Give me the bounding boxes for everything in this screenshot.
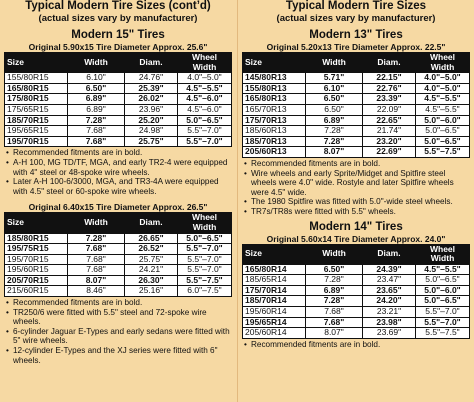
- width-cell: 7.68": [306, 317, 363, 328]
- diameter-cell: 22.69": [363, 147, 416, 158]
- size-cell: 205/70R15: [5, 275, 68, 286]
- wheel-width-cell: 5.5"–7.5": [416, 147, 470, 158]
- table-row: [5, 104, 232, 115]
- page-subtitle-right: (actual sizes vary by manufacturer): [276, 13, 436, 24]
- width-cell: 7.28": [306, 126, 363, 137]
- table-header-row: [243, 244, 470, 264]
- width-cell: 6.89": [306, 285, 363, 296]
- width-cell: 6.50": [306, 264, 363, 275]
- table-row: [243, 285, 470, 296]
- diameter-cell: 23.65": [363, 285, 416, 296]
- diameter-cell: 23.39": [363, 94, 416, 105]
- page-title-left: Typical Modern Tire Sizes (cont’d): [25, 0, 211, 12]
- table-row: [243, 104, 470, 115]
- size-cell: 195/60R15: [5, 265, 68, 276]
- diameter-cell: 21.74": [363, 126, 416, 137]
- size-cell: 175/70R13: [243, 115, 306, 126]
- diameter-cell: 25.39": [125, 83, 178, 94]
- size-cell: 185/60R13: [243, 126, 306, 137]
- column-header: Width: [68, 213, 125, 233]
- table-row: [243, 296, 470, 307]
- column-divider: [237, 0, 238, 402]
- wheel-width-cell: 6.0"–7.5": [178, 286, 232, 297]
- wheel-width-cell: 4.5"–5.5": [416, 94, 470, 105]
- diameter-cell: 24.76": [125, 73, 178, 84]
- notes-list: [6, 298, 234, 365]
- wheel-width-cell: 5.0"–6.0": [416, 115, 470, 126]
- original-tire-note: Original 5.60x14 Tire Diameter Approx. 24.0": [266, 233, 446, 244]
- table-row: [5, 94, 232, 105]
- section-title-15-inch: Modern 15" Tires: [71, 29, 165, 41]
- column-header: Size: [243, 244, 306, 264]
- wheel-width-cell: 5.5"–7.0": [178, 126, 232, 137]
- table-row: [243, 264, 470, 275]
- section-title-14-inch: Modern 14" Tires: [309, 220, 403, 233]
- wheel-width-cell: 4.0"–5.0": [416, 73, 470, 84]
- diameter-cell: 23.20": [363, 136, 416, 147]
- diameter-cell: 25.75": [125, 254, 178, 265]
- wheel-width-cell: 5.0"–6.0": [416, 285, 470, 296]
- size-cell: 195/75R15: [5, 244, 68, 255]
- wheel-width-cell: 5.0"–6.5": [416, 126, 470, 137]
- wheel-width-cell: 5.5"–7.0": [178, 254, 232, 265]
- column-header: Width: [68, 53, 125, 73]
- table-row: [243, 307, 470, 318]
- wheel-width-cell: 5.5"–7.0": [416, 317, 470, 328]
- table-row: [5, 73, 232, 84]
- diameter-cell: 24.39": [363, 264, 416, 275]
- notes-list: [244, 159, 472, 217]
- width-cell: 7.28": [306, 296, 363, 307]
- width-cell: 6.89": [68, 94, 125, 105]
- notes-list: [244, 340, 472, 350]
- wheel-width-cell: 5.0"–6.5": [178, 233, 232, 244]
- table-row: [243, 73, 470, 84]
- width-cell: 7.68": [306, 307, 363, 318]
- size-cell: 175/65R15: [5, 104, 68, 115]
- note-item: • 12-cylinder E-Types and the XJ series were fitted with 6" wheels.: [6, 346, 234, 365]
- wheel-width-cell: 4.0"–5.0": [416, 83, 470, 94]
- size-cell: 195/65R15: [5, 126, 68, 137]
- note-item: • Recommended fitments are in bold.: [6, 298, 234, 308]
- wheel-width-cell: 4.5"–5.5": [416, 104, 470, 115]
- size-cell: 215/60R15: [5, 286, 68, 297]
- size-cell: 185/70R15: [5, 115, 68, 126]
- size-cell: 205/60R13: [243, 147, 306, 158]
- wheel-width-cell: 5.5"–7.0": [178, 244, 232, 255]
- table-row: [243, 83, 470, 94]
- diameter-cell: 24.98": [125, 126, 178, 137]
- size-cell: 185/65R14: [243, 275, 306, 286]
- column-header: Wheel Width: [416, 53, 470, 73]
- table-row: [5, 233, 232, 244]
- wheel-width-cell: 4.5"–5.5": [178, 83, 232, 94]
- original-tire-note: Original 5.20x13 Tire Diameter Approx. 22.5": [266, 42, 446, 52]
- diameter-cell: 23.96": [125, 104, 178, 115]
- wheel-width-cell: 5.5"–7.0": [416, 307, 470, 318]
- width-cell: 7.28": [68, 233, 125, 244]
- diameter-cell: 22.65": [363, 115, 416, 126]
- page-subtitle-left: (actual sizes vary by manufacturer): [38, 13, 198, 24]
- diameter-cell: 24.20": [363, 296, 416, 307]
- tire-table: [4, 52, 232, 147]
- table-row: [5, 126, 232, 137]
- table-header-row: [5, 213, 232, 233]
- width-cell: 8.07": [68, 275, 125, 286]
- table-row: [5, 254, 232, 265]
- size-cell: 165/80R13: [243, 94, 306, 105]
- table-row: [243, 328, 470, 339]
- column-header: Wheel Width: [416, 244, 470, 264]
- size-cell: 195/70R15: [5, 254, 68, 265]
- note-item: • Recommended fitments are in bold.: [244, 159, 472, 169]
- size-cell: 165/80R14: [243, 264, 306, 275]
- table-row: [243, 94, 470, 105]
- wheel-width-cell: 5.0"–6.5": [416, 296, 470, 307]
- width-cell: 6.50": [306, 104, 363, 115]
- column-header: Wheel Width: [178, 53, 232, 73]
- note-item: • Wire wheels and early Sprite/Midget and Spitfire steel wheels were 4.0" wide. Rostyle and later Spitfire wheels were 4.5" wide.: [244, 169, 472, 198]
- column-header: Size: [243, 53, 306, 73]
- width-cell: 6.89": [68, 104, 125, 115]
- notes-list: [6, 148, 234, 196]
- size-cell: 175/70R14: [243, 285, 306, 296]
- column-header: Diam.: [125, 53, 178, 73]
- width-cell: 6.89": [306, 115, 363, 126]
- size-cell: 205/60R14: [243, 328, 306, 339]
- size-cell: 195/60R14: [243, 307, 306, 318]
- diameter-cell: 23.21": [363, 307, 416, 318]
- diameter-cell: 23.98": [363, 317, 416, 328]
- width-cell: 8.07": [306, 328, 363, 339]
- column-header: Diam.: [363, 244, 416, 264]
- diameter-cell: 23.47": [363, 275, 416, 286]
- diameter-cell: 22.15": [363, 73, 416, 84]
- wheel-width-cell: 5.5"–7.0": [178, 136, 232, 147]
- width-cell: 7.68": [68, 126, 125, 137]
- width-cell: 7.28": [306, 136, 363, 147]
- width-cell: 6.10": [68, 73, 125, 84]
- table-row: [5, 115, 232, 126]
- diameter-cell: 22.09": [363, 104, 416, 115]
- size-cell: 145/80R13: [243, 73, 306, 84]
- width-cell: 6.50": [306, 94, 363, 105]
- tire-table: [242, 52, 470, 158]
- column-header: Size: [5, 213, 68, 233]
- table-row: [5, 275, 232, 286]
- width-cell: 7.68": [68, 265, 125, 276]
- column-header: Wheel Width: [178, 213, 232, 233]
- wheel-width-cell: 4.5"–6.0": [178, 94, 232, 105]
- tire-table: [242, 244, 470, 339]
- diameter-cell: 24.21": [125, 265, 178, 276]
- wheel-width-cell: 5.0"–6.5": [178, 115, 232, 126]
- note-item: • TR7s/TR8s were fitted with 5.5" wheels.: [244, 207, 472, 217]
- width-cell: 8.46": [68, 286, 125, 297]
- note-item: • A-H 100, MG TD/TF, MGA, and early TR2-4 were equipped with 4" steel or 48-spoke wire wheels.: [6, 158, 234, 177]
- note-item: • Later A-H 100-6/3000, MGA, and TR3-4A were equipped with 4.5" steel or 60-spoke wire wheels.: [6, 177, 234, 196]
- size-cell: 185/80R15: [5, 233, 68, 244]
- size-cell: 155/80R13: [243, 83, 306, 94]
- original-tire-note: Original 6.40x15 Tire Diameter Approx. 26.5": [28, 202, 208, 213]
- column-header: Diam.: [125, 213, 178, 233]
- width-cell: 6.10": [306, 83, 363, 94]
- width-cell: 7.68": [68, 244, 125, 255]
- note-item: • Recommended fitments are in bold.: [244, 340, 472, 350]
- note-item: • 6-cylinder Jaguar E-Types and early sedans were fitted with 5" wire wheels.: [6, 327, 234, 346]
- section-title-13-inch: Modern 13" Tires: [309, 29, 403, 41]
- width-cell: 6.50": [68, 83, 125, 94]
- size-cell: 185/70R13: [243, 136, 306, 147]
- diameter-cell: 26.65": [125, 233, 178, 244]
- diameter-cell: 25.75": [125, 136, 178, 147]
- width-cell: 7.28": [306, 275, 363, 286]
- table-row: [5, 244, 232, 255]
- width-cell: 7.28": [68, 115, 125, 126]
- table-header-row: [5, 53, 232, 73]
- column-header: Diam.: [363, 53, 416, 73]
- size-cell: 165/80R15: [5, 83, 68, 94]
- wheel-width-cell: 5.5"–7.5": [416, 328, 470, 339]
- size-cell: 195/65R14: [243, 317, 306, 328]
- note-item: • TR250/6 were fitted with 5.5" steel and 72-spoke wire wheels.: [6, 308, 234, 327]
- table-row: [5, 83, 232, 94]
- left-column: [2, 0, 234, 402]
- wheel-width-cell: 5.0"–6.5": [416, 275, 470, 286]
- table-row: [243, 126, 470, 137]
- tire-table: [4, 212, 232, 297]
- table-row: [243, 136, 470, 147]
- table-row: [243, 115, 470, 126]
- table-row: [243, 147, 470, 158]
- wheel-width-cell: 4.0"–5.0": [178, 73, 232, 84]
- right-column: [240, 0, 472, 402]
- diameter-cell: 22.76": [363, 83, 416, 94]
- size-cell: 155/80R15: [5, 73, 68, 84]
- table-row: [5, 286, 232, 297]
- diameter-cell: 25.20": [125, 115, 178, 126]
- diameter-cell: 26.30": [125, 275, 178, 286]
- table-row: [5, 136, 232, 147]
- width-cell: 7.68": [68, 136, 125, 147]
- wheel-width-cell: 5.5"–7.5": [178, 275, 232, 286]
- width-cell: 7.68": [68, 254, 125, 265]
- size-cell: 175/80R15: [5, 94, 68, 105]
- wheel-width-cell: 4.5"–5.5": [416, 264, 470, 275]
- column-header: Width: [306, 244, 363, 264]
- wheel-width-cell: 4.5"–6.0": [178, 104, 232, 115]
- diameter-cell: 25.16": [125, 286, 178, 297]
- note-item: • The 1980 Spitfire was fitted with 5.0"-wide steel wheels.: [244, 197, 472, 207]
- table-row: [5, 265, 232, 276]
- column-header: Width: [306, 53, 363, 73]
- size-cell: 195/70R15: [5, 136, 68, 147]
- original-tire-note: Original 5.90x15 Tire Diameter Approx. 25.6": [28, 42, 208, 52]
- width-cell: 8.07": [306, 147, 363, 158]
- width-cell: 5.71": [306, 73, 363, 84]
- column-header: Size: [5, 53, 68, 73]
- size-cell: 165/70R13: [243, 104, 306, 115]
- note-item: • Recommended fitments are in bold.: [6, 148, 234, 158]
- wheel-width-cell: 5.0"–6.5": [416, 136, 470, 147]
- diameter-cell: 26.02": [125, 94, 178, 105]
- page-title-right: Typical Modern Tire Sizes: [285, 0, 427, 12]
- table-row: [243, 275, 470, 286]
- size-cell: 185/70R14: [243, 296, 306, 307]
- diameter-cell: 26.52": [125, 244, 178, 255]
- table-header-row: [243, 53, 470, 73]
- diameter-cell: 23.69": [363, 328, 416, 339]
- wheel-width-cell: 5.5"–7.0": [178, 265, 232, 276]
- table-row: [243, 317, 470, 328]
